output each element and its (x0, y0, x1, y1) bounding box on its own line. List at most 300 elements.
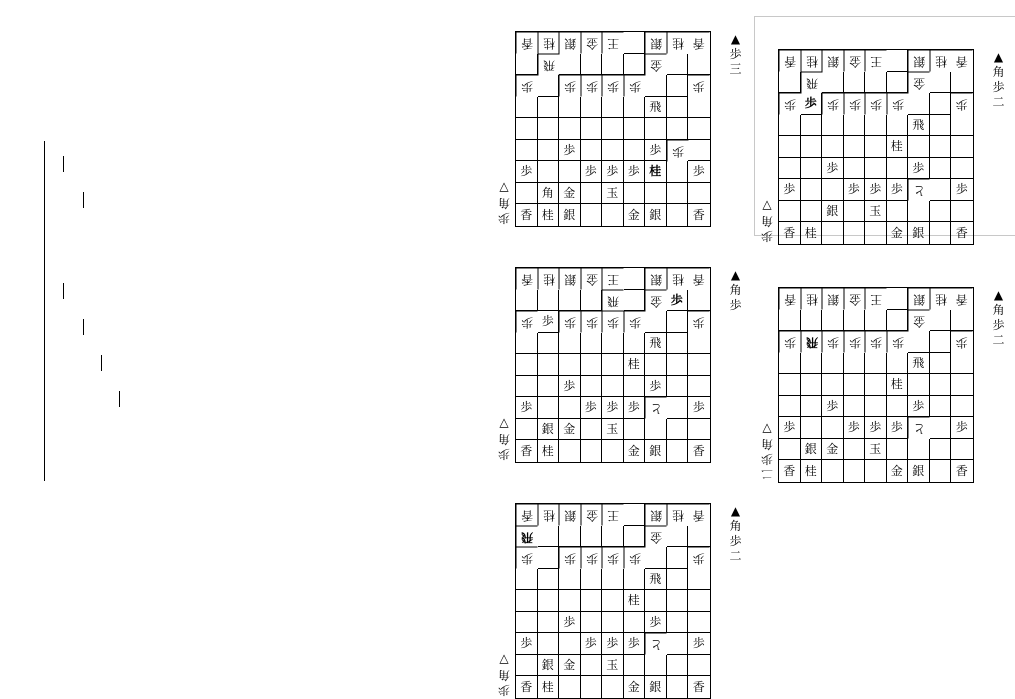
piece-square: 歩 (602, 547, 624, 569)
empty-square (908, 374, 930, 396)
piece-square: 歩 (865, 331, 887, 353)
piece-square: 香 (955, 225, 968, 240)
empty-square (581, 676, 603, 698)
piece-square: 香 (516, 32, 538, 54)
empty-square (822, 115, 844, 137)
piece-square: 歩 (688, 633, 710, 655)
empty-square (624, 32, 646, 54)
piece-square: と (908, 179, 930, 201)
piece-square: 歩 (516, 397, 538, 419)
empty-square (602, 612, 624, 634)
empty-square (930, 439, 952, 461)
empty-square (667, 633, 689, 655)
empty-square (667, 97, 689, 119)
piece-square: 歩 (602, 161, 624, 183)
empty-square (887, 72, 909, 94)
empty-square (559, 290, 581, 312)
piece-square: 飛 (645, 97, 667, 119)
empty-square (624, 526, 646, 548)
empty-square (951, 72, 973, 94)
empty-square (581, 376, 603, 398)
piece-square: 銀 (822, 201, 844, 223)
empty-square (624, 655, 646, 677)
empty-square (667, 183, 689, 205)
piece-square: 歩 (844, 417, 866, 439)
empty-square (801, 310, 823, 332)
piece-square: と (645, 633, 667, 655)
empty-square (538, 590, 560, 612)
empty-square (951, 136, 973, 158)
empty-square (516, 354, 538, 376)
empty-square (865, 72, 887, 94)
piece-square: 香 (688, 504, 710, 526)
empty-square (801, 396, 823, 418)
piece-square: 飛 (516, 526, 538, 548)
empty-square (887, 158, 909, 180)
empty-square (516, 183, 538, 205)
empty-square (844, 115, 866, 137)
empty-square (602, 676, 624, 698)
empty-square (624, 268, 646, 290)
empty-square (779, 353, 801, 375)
empty-square (667, 311, 689, 333)
empty-square (930, 374, 952, 396)
sente-hand: ▲ 角 歩 二 (729, 504, 742, 563)
piece-square: 香 (516, 268, 538, 290)
piece-square: 歩 (779, 417, 801, 439)
piece-square: 桂 (538, 204, 560, 226)
tree-trunk-b2 (83, 319, 84, 335)
empty-square (930, 353, 952, 375)
empty-square (667, 161, 689, 183)
piece-square: 桂 (667, 504, 689, 526)
empty-square (581, 118, 603, 140)
piece-square: 金 (844, 50, 866, 72)
empty-square (930, 417, 952, 439)
piece-square: 歩 (667, 140, 689, 162)
empty-square (516, 655, 538, 677)
piece-square: 玉 (865, 201, 887, 223)
piece-square: 桂 (645, 161, 667, 183)
empty-square (538, 354, 560, 376)
piece-square: 金 (887, 222, 909, 244)
empty-square (559, 590, 581, 612)
piece-square: 歩 (822, 93, 844, 115)
empty-square (624, 419, 646, 441)
piece-square: 銀 (908, 222, 930, 244)
piece-square: 桂 (624, 590, 646, 612)
empty-square (930, 72, 952, 94)
piece-square: 銀 (645, 676, 667, 698)
piece-square: 桂 (538, 440, 560, 462)
piece-square: 歩 (779, 179, 801, 201)
empty-square (581, 440, 603, 462)
empty-square (645, 419, 667, 441)
empty-square (908, 136, 930, 158)
empty-square (951, 353, 973, 375)
empty-square (645, 183, 667, 205)
piece-square: 歩 (624, 397, 646, 419)
empty-square (538, 547, 560, 569)
piece-square: 飛 (908, 353, 930, 375)
empty-square (688, 333, 710, 355)
empty-square (538, 75, 560, 97)
piece-square: 歩 (822, 396, 844, 418)
piece-square: 銀 (645, 268, 667, 290)
piece-square: 歩 (822, 331, 844, 353)
empty-square (581, 590, 603, 612)
empty-square (624, 290, 646, 312)
piece-square: 銀 (559, 268, 581, 290)
empty-square (951, 310, 973, 332)
piece-square: 歩 (624, 161, 646, 183)
piece-square: 歩 (581, 633, 603, 655)
empty-square (688, 118, 710, 140)
empty-square (645, 655, 667, 677)
piece-square: 歩 (779, 93, 801, 115)
empty-square (930, 222, 952, 244)
empty-square (667, 54, 689, 76)
empty-square (908, 331, 930, 353)
piece-square: 歩 (602, 397, 624, 419)
empty-square (801, 158, 823, 180)
piece-square: 歩 (602, 311, 624, 333)
empty-square (581, 354, 603, 376)
piece-square: 歩 (688, 161, 710, 183)
empty-square (602, 569, 624, 591)
empty-square (822, 136, 844, 158)
empty-square (865, 460, 887, 482)
empty-square (516, 569, 538, 591)
piece-square: 角 (538, 183, 560, 205)
empty-square (516, 333, 538, 355)
piece-square: 金 (908, 310, 930, 332)
piece-square: 歩 (688, 547, 710, 569)
piece-square: 銀 (801, 439, 823, 461)
empty-square (930, 201, 952, 223)
empty-square (581, 54, 603, 76)
piece-square: 歩 (844, 331, 866, 353)
empty-square (538, 633, 560, 655)
empty-square (645, 311, 667, 333)
piece-square: 香 (516, 676, 538, 698)
empty-square (822, 417, 844, 439)
piece-square: 香 (779, 288, 801, 310)
piece-square: 歩 (844, 179, 866, 201)
piece-square: 香 (688, 268, 710, 290)
piece-square: 歩 (887, 331, 909, 353)
piece-square: 桂 (801, 288, 823, 310)
piece-square: 金 (559, 655, 581, 677)
piece-square: 歩 (559, 311, 581, 333)
sente-hand: ▲ 角 歩 二 (992, 288, 1005, 347)
empty-square (667, 376, 689, 398)
empty-square (516, 118, 538, 140)
piece-square: 銀 (908, 288, 930, 310)
empty-square (581, 140, 603, 162)
empty-square (822, 72, 844, 94)
empty-square (538, 376, 560, 398)
piece-square: 金 (559, 419, 581, 441)
empty-square (624, 140, 646, 162)
piece-square: 玉 (865, 439, 887, 461)
empty-square (887, 439, 909, 461)
empty-square (779, 374, 801, 396)
empty-square (624, 118, 646, 140)
piece-square: 銀 (559, 32, 581, 54)
piece-square: 歩 (908, 396, 930, 418)
empty-square (887, 396, 909, 418)
piece-square: 歩 (822, 158, 844, 180)
empty-square (538, 140, 560, 162)
piece-square: 銀 (645, 440, 667, 462)
tree-trunk-b4 (119, 391, 120, 407)
empty-square (844, 374, 866, 396)
empty-square (688, 354, 710, 376)
empty-square (688, 590, 710, 612)
tree-trunk-b (63, 283, 64, 299)
empty-square (667, 612, 689, 634)
empty-square (822, 310, 844, 332)
piece-square: 王 (865, 288, 887, 310)
piece-square: 歩 (779, 331, 801, 353)
empty-square (930, 93, 952, 115)
piece-square: 金 (581, 32, 603, 54)
empty-square (645, 354, 667, 376)
empty-square (559, 333, 581, 355)
piece-square: 桂 (667, 268, 689, 290)
empty-square (688, 290, 710, 312)
piece-square: 歩 (559, 140, 581, 162)
empty-square (688, 183, 710, 205)
empty-square (602, 376, 624, 398)
piece-square: 香 (692, 679, 705, 694)
piece-square: 金 (844, 288, 866, 310)
empty-square (908, 439, 930, 461)
piece-square: 銀 (822, 50, 844, 72)
empty-square (516, 54, 538, 76)
piece-square: 歩 (688, 75, 710, 97)
piece-square: 銀 (559, 504, 581, 526)
empty-square (624, 504, 646, 526)
piece-square: 香 (516, 204, 538, 226)
piece-square: 歩 (951, 417, 973, 439)
piece-square: 金 (645, 54, 667, 76)
empty-square (930, 136, 952, 158)
piece-square: 歩 (559, 547, 581, 569)
empty-square (581, 333, 603, 355)
empty-square (844, 439, 866, 461)
piece-square: 飛 (602, 290, 624, 312)
piece-square: 銀 (822, 288, 844, 310)
empty-square (538, 118, 560, 140)
piece-square: 歩 (581, 547, 603, 569)
empty-square (516, 97, 538, 119)
empty-square (667, 440, 689, 462)
tree-trunk-a2 (83, 192, 84, 208)
empty-square (844, 460, 866, 482)
gote-hand: 二 歩 角 ▽ (761, 421, 774, 481)
piece-square: 歩 (581, 75, 603, 97)
empty-square (779, 72, 801, 94)
empty-square (581, 204, 603, 226)
empty-square (930, 115, 952, 137)
empty-square (865, 136, 887, 158)
piece-square: 王 (865, 50, 887, 72)
empty-square (559, 526, 581, 548)
empty-square (865, 115, 887, 137)
empty-square (801, 353, 823, 375)
empty-square (667, 526, 689, 548)
empty-square (951, 439, 973, 461)
empty-square (865, 158, 887, 180)
piece-square: 香 (692, 207, 705, 222)
piece-square: 歩 (951, 93, 973, 115)
piece-square: 歩 (887, 417, 909, 439)
piece-square: 香 (951, 288, 973, 310)
empty-square (930, 179, 952, 201)
piece-square: 歩 (516, 161, 538, 183)
piece-square: 歩 (645, 376, 667, 398)
empty-square (538, 612, 560, 634)
piece-square: 桂 (801, 50, 823, 72)
gote-hand: 歩 角 ▽ (498, 652, 511, 697)
piece-square: 金 (624, 440, 646, 462)
piece-square: 香 (955, 463, 968, 478)
empty-square (667, 655, 689, 677)
piece-square: 銀 (559, 204, 581, 226)
piece-square: 金 (645, 526, 667, 548)
piece-square: 歩 (865, 179, 887, 201)
empty-square (602, 354, 624, 376)
empty-square (887, 353, 909, 375)
empty-square (559, 354, 581, 376)
empty-square (602, 526, 624, 548)
piece-square: 桂 (887, 374, 909, 396)
piece-square: 歩 (624, 75, 646, 97)
piece-square: 飛 (645, 569, 667, 591)
piece-square: 桂 (538, 676, 560, 698)
empty-square (602, 140, 624, 162)
empty-square (538, 333, 560, 355)
piece-square: 香 (951, 50, 973, 72)
piece-square: 香 (688, 32, 710, 54)
empty-square (887, 310, 909, 332)
empty-square (844, 201, 866, 223)
sente-hand: ▲ 角 歩 二 (992, 50, 1005, 109)
empty-square (538, 397, 560, 419)
empty-square (822, 222, 844, 244)
empty-square (865, 374, 887, 396)
empty-square (779, 310, 801, 332)
tree-trunk-a (63, 156, 64, 172)
piece-square: 金 (908, 72, 930, 94)
empty-square (516, 419, 538, 441)
piece-square: 歩 (688, 397, 710, 419)
empty-square (667, 118, 689, 140)
piece-square: 歩 (667, 290, 689, 312)
empty-square (602, 440, 624, 462)
empty-square (801, 115, 823, 137)
empty-square (581, 612, 603, 634)
piece-square: 香 (692, 443, 705, 458)
empty-square (538, 290, 560, 312)
shogi-board (515, 503, 711, 699)
piece-square: 歩 (865, 93, 887, 115)
empty-square (667, 75, 689, 97)
empty-square (930, 331, 952, 353)
piece-square: 飛 (801, 331, 823, 353)
gote-hand: 歩 角 ▽ (498, 180, 511, 225)
piece-square: 歩 (645, 140, 667, 162)
empty-square (516, 140, 538, 162)
empty-square (624, 333, 646, 355)
gote-hand: 歩 角 ▽ (498, 416, 511, 461)
piece-square: 桂 (538, 504, 560, 526)
empty-square (930, 460, 952, 482)
empty-square (581, 290, 603, 312)
empty-square (559, 54, 581, 76)
piece-square: と (908, 417, 930, 439)
piece-square: 歩 (887, 93, 909, 115)
empty-square (688, 655, 710, 677)
empty-square (581, 526, 603, 548)
piece-square: 香 (779, 460, 801, 482)
empty-square (779, 115, 801, 137)
empty-square (844, 136, 866, 158)
empty-square (951, 115, 973, 137)
shogi-board (515, 31, 711, 227)
piece-square: 歩 (688, 311, 710, 333)
empty-square (801, 179, 823, 201)
piece-square: と (645, 397, 667, 419)
piece-square: 銀 (645, 204, 667, 226)
gote-hand: 歩 角 ▽ (761, 198, 774, 243)
empty-square (667, 354, 689, 376)
empty-square (559, 440, 581, 462)
empty-square (887, 115, 909, 137)
empty-square (516, 290, 538, 312)
piece-square: 桂 (887, 136, 909, 158)
empty-square (667, 333, 689, 355)
shogi-board (778, 49, 974, 245)
empty-square (779, 396, 801, 418)
empty-square (887, 288, 909, 310)
piece-square: 歩 (516, 75, 538, 97)
piece-square: 歩 (624, 547, 646, 569)
empty-square (865, 310, 887, 332)
piece-square: 銀 (645, 504, 667, 526)
empty-square (624, 612, 646, 634)
piece-square: 香 (516, 440, 538, 462)
empty-square (801, 417, 823, 439)
empty-square (930, 396, 952, 418)
empty-square (624, 569, 646, 591)
empty-square (951, 374, 973, 396)
empty-square (581, 97, 603, 119)
empty-square (951, 158, 973, 180)
empty-square (908, 93, 930, 115)
empty-square (516, 590, 538, 612)
empty-square (602, 590, 624, 612)
empty-square (559, 633, 581, 655)
empty-square (844, 158, 866, 180)
piece-square: 桂 (667, 32, 689, 54)
empty-square (688, 54, 710, 76)
empty-square (822, 179, 844, 201)
piece-square: 歩 (844, 93, 866, 115)
piece-square: 歩 (559, 75, 581, 97)
